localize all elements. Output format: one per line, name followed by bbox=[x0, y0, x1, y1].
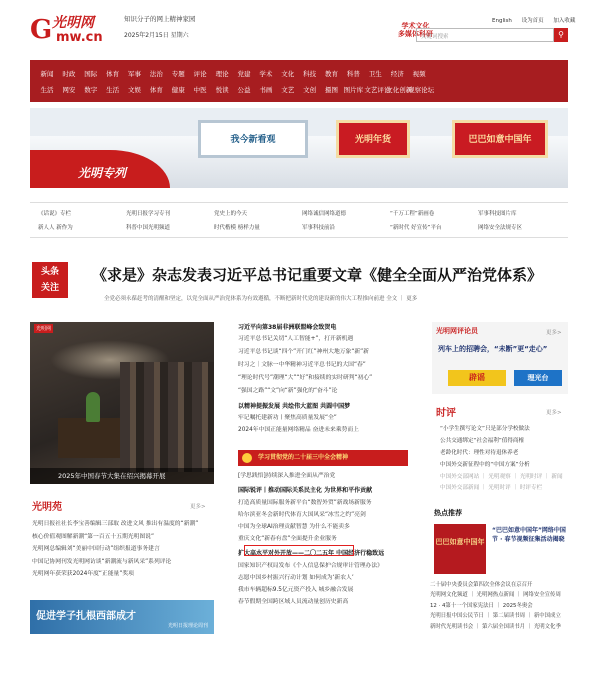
party-emblem-icon bbox=[242, 453, 252, 463]
nav-row-1 bbox=[36, 69, 430, 78]
list-item[interactable]: 新时代光明读书会 ｜ 第六届全国读书月 ｜ 光明文化季 bbox=[430, 623, 561, 630]
nav-item[interactable]: 经济 bbox=[390, 70, 404, 78]
hot-list bbox=[430, 580, 570, 632]
train-label: 光明专列 bbox=[78, 166, 127, 180]
news-block-3-head[interactable]: 国际锐评丨推动国际关系民主化 为世界和平作贡献 bbox=[238, 487, 373, 494]
train-banner[interactable] bbox=[30, 108, 568, 188]
list-item[interactable]: 光明日报中国公民节日 ｜ 第二届读书周 ｜ 新中国成立 bbox=[430, 613, 561, 620]
news-block-2-head[interactable]: 以精神提振发展 共绘伟大蓝图 共圆中国梦 bbox=[238, 403, 351, 410]
current-date: 2025年2月15日 星期六 bbox=[124, 32, 189, 39]
nav-item[interactable]: 理论 bbox=[215, 70, 229, 78]
ad-banner[interactable] bbox=[30, 600, 214, 634]
hot-image[interactable]: 巴巴如意中国年 bbox=[434, 524, 486, 574]
hot-recommend-title: 热点推荐 bbox=[434, 509, 462, 517]
quick-link[interactable]: “新时代 好宣传”平台 bbox=[390, 225, 442, 231]
news-item[interactable]: 中国为全球AI治理贡献智慧 为什么不能卖多 bbox=[238, 524, 350, 530]
banner-panel-2[interactable] bbox=[336, 120, 410, 158]
photo-caption[interactable]: 2025年中国春节大集在绍兴揭幕开展 bbox=[30, 468, 214, 484]
news-item[interactable]: 2024年中国正能量网络精品 奋进未来乘势而上 bbox=[238, 427, 359, 433]
main-navigation bbox=[30, 60, 568, 102]
list-item[interactable]: 光明网文化频道 ｜ 光明网热点新闻 ｜ 网络安全宣传周 bbox=[430, 592, 561, 599]
nav-item[interactable]: 中医 bbox=[193, 86, 207, 94]
nav-item[interactable]: 文化 bbox=[281, 70, 295, 78]
list-item[interactable]: 光明日报社社长李宝善编辑三部取 改进文风 推出有温度的“新潮” bbox=[32, 521, 199, 527]
feature-photo[interactable] bbox=[30, 322, 214, 484]
quick-links bbox=[30, 202, 568, 238]
nav-item[interactable]: 书画 bbox=[259, 86, 273, 94]
panel-2-text: 光明年货 bbox=[354, 135, 391, 145]
logo-domain: mw.cn bbox=[56, 30, 103, 45]
nav-item[interactable]: 时政 bbox=[62, 70, 76, 78]
photo-plant bbox=[86, 392, 100, 422]
culture-line-2: 多媒体科研 bbox=[398, 30, 433, 38]
guangming-platform-button[interactable]: 理光台 bbox=[514, 370, 562, 386]
nav-item[interactable]: 党建 bbox=[237, 70, 251, 78]
list-item[interactable]: 中国记协网刊发光明网访谈“新潮流与新风采”系列评论 bbox=[32, 558, 172, 565]
news-item[interactable]: 志愿中国乡村振兴行动计划 如何成为‘新农人’ bbox=[238, 575, 354, 581]
news-column bbox=[238, 322, 408, 436]
list-item[interactable]: 公共交通绑定“社会福利”值得商榷 bbox=[440, 438, 525, 444]
nav-item[interactable]: 评论 bbox=[193, 70, 207, 78]
site-slogan: 知识分子的网上精神家园 bbox=[124, 15, 196, 23]
quick-link[interactable]: 《话说》专栏 bbox=[38, 211, 72, 217]
hot-headline[interactable]: “巴巴如意中国年”网络中国节 · 春节视频征集活动揭晓 bbox=[492, 527, 566, 543]
party-study-bar[interactable] bbox=[238, 450, 408, 466]
rumor-refute-button[interactable]: 辟谣 bbox=[448, 370, 506, 386]
list-item[interactable]: 光明网年获荣获2024年度“正能量”奖项 bbox=[32, 571, 134, 578]
news-item[interactable]: 打造高质量国际服务新平台“数智外贸”新战场新服务 bbox=[238, 500, 372, 506]
headline-title[interactable]: 《求是》杂志发表习近平总书记重要文章《健全全面从严治党体系》 bbox=[92, 266, 543, 284]
nav-item[interactable]: 新闻 bbox=[40, 70, 54, 78]
list-item[interactable]: 中国外交新征程中的“中国方案”分析 bbox=[440, 462, 530, 468]
nav-item[interactable]: 观察论坛 bbox=[408, 86, 435, 94]
nav-item[interactable]: 科普 bbox=[346, 70, 360, 78]
headline-tag bbox=[32, 262, 68, 298]
nav-item[interactable]: 法治 bbox=[149, 70, 163, 78]
yuan-more-link[interactable]: 更多> bbox=[190, 504, 206, 510]
news-item[interactable]: 春节假期全国跨区域人员流动量创历史新高 bbox=[238, 599, 349, 605]
quick-link[interactable]: 科普中国光明频道 bbox=[126, 225, 171, 231]
quick-link[interactable]: 军事科技前沿 bbox=[302, 225, 336, 231]
panel-3-text: 巴巴如意中国年 bbox=[468, 135, 532, 145]
nav-item[interactable]: 体育 bbox=[149, 86, 163, 94]
quick-links-row-1 bbox=[38, 209, 566, 217]
quick-link[interactable]: 网络安全法规专区 bbox=[478, 225, 523, 231]
news-item[interactable]: 哈尔滨亚冬会新时代体育大国风采“冰雪之约”亮剑 bbox=[238, 512, 366, 518]
nav-item[interactable]: 悦读 bbox=[215, 86, 229, 94]
news-item[interactable]: 习近平总书记谈“四个”开门红”神州大地万象“新”新 bbox=[238, 349, 369, 355]
list-item[interactable]: 核心价值观图解新潮“第一百五十五期光明图说” bbox=[32, 533, 154, 540]
quick-link[interactable]: 时代楷模 榜样力量 bbox=[214, 225, 260, 231]
banner-panel-3[interactable] bbox=[452, 120, 548, 158]
news-item[interactable]: 国家知识产权局发布《个人信息保护合规审计管理办法》 bbox=[238, 563, 383, 569]
nav-item[interactable]: 文艺评论 bbox=[364, 86, 391, 94]
nav-item[interactable]: 健康 bbox=[171, 86, 185, 94]
quick-link[interactable]: 光明日报学习专刊 bbox=[126, 211, 171, 217]
list-item[interactable]: 光明网总编辑刘“美丽中国行动”组织报道事务建言 bbox=[32, 546, 160, 553]
set-homepage-link[interactable]: 设为首页 bbox=[521, 18, 544, 24]
english-link[interactable]: English bbox=[492, 18, 512, 24]
news-column-lower bbox=[238, 470, 408, 608]
search-icon[interactable]: ⚲ bbox=[554, 28, 568, 42]
commentary-title[interactable]: 光明网评论员 bbox=[436, 327, 478, 335]
nav-item[interactable]: 数字 bbox=[84, 86, 98, 94]
photo-table bbox=[58, 418, 128, 458]
nav-item[interactable]: 生活 bbox=[106, 86, 120, 94]
nav-item[interactable]: 国际 bbox=[84, 70, 98, 78]
quick-link[interactable]: 新人人 新作为 bbox=[38, 225, 73, 231]
nav-item[interactable]: 视频 bbox=[412, 70, 426, 78]
panel-1-text: 我今新看观 bbox=[230, 135, 276, 145]
nav-row-2 bbox=[36, 85, 435, 94]
nav-item[interactable]: 卫生 bbox=[368, 70, 382, 78]
nav-item[interactable]: 专题 bbox=[171, 70, 185, 78]
nav-item[interactable]: 图片库 bbox=[343, 86, 364, 94]
shiping-title[interactable]: 时评 bbox=[436, 408, 456, 419]
quick-link[interactable]: 网络诚信网络道德 bbox=[302, 211, 347, 217]
ad-text: 促进学子扎根西部成才 bbox=[36, 611, 136, 622]
news-item[interactable]: 习近平总书记关切“人工智能+”，打开新机遇 bbox=[238, 336, 354, 342]
nav-item[interactable]: 学术 bbox=[259, 70, 273, 78]
commentary-more-link[interactable]: 更多> bbox=[546, 330, 562, 336]
nav-item[interactable]: 教育 bbox=[325, 70, 339, 78]
tag-line-1: 头条 bbox=[40, 267, 59, 277]
quick-link[interactable]: “千万工程”新画卷 bbox=[390, 211, 435, 217]
nav-item[interactable]: 生活 bbox=[40, 86, 54, 94]
news-item-highlighted[interactable]: 重庆文化“新春有盘”全面提升企业服务 bbox=[238, 536, 337, 542]
nav-item[interactable]: 网安 bbox=[62, 86, 76, 94]
quick-link[interactable]: 党史上的今天 bbox=[214, 211, 248, 217]
yuan-list bbox=[32, 518, 214, 581]
news-item[interactable]: 牢记嘱托建新功丨聚焦高质量发展“全” bbox=[238, 415, 337, 421]
nav-item[interactable]: 文创 bbox=[303, 86, 317, 94]
news-item[interactable]: 时习之｜文脉一中华精神习近平总书记的大国“春” bbox=[238, 362, 366, 368]
photo-crowd bbox=[120, 362, 214, 472]
banner-panel-1[interactable] bbox=[198, 120, 308, 158]
list-item[interactable]: “小学生撰写论文”只是部分学校做法 bbox=[440, 426, 530, 432]
nav-item[interactable]: 科技 bbox=[303, 70, 317, 78]
shiping-list bbox=[440, 424, 568, 494]
news-block-1-head[interactable]: 习近平向第38届非洲联盟峰会致贺电 bbox=[238, 324, 337, 331]
news-item[interactable]: 我市车辆超标9.5亿元资产投入 城乡融合发展 bbox=[238, 587, 354, 593]
nav-item[interactable]: 体育 bbox=[106, 70, 120, 78]
culture-line-1: 学术文化 bbox=[401, 22, 430, 30]
logo-chinese: 光明网 bbox=[52, 15, 94, 31]
highlight-box bbox=[244, 545, 354, 556]
nav-item[interactable]: 文化创新 bbox=[386, 86, 413, 94]
commentary-headline[interactable]: 列车上的招聘会，“未断”更“走心” bbox=[438, 345, 548, 353]
news-item[interactable]: [学思践悟]持续深入推进全面从严治党 bbox=[238, 473, 336, 479]
quick-links-row-2 bbox=[38, 223, 566, 231]
logo-letter: G bbox=[30, 15, 53, 45]
shiping-more-link[interactable]: 更多> bbox=[546, 410, 562, 416]
list-item[interactable]: 老龄化时代：理性对待退休养老 bbox=[440, 450, 519, 456]
quick-link[interactable]: 军事科技图片库 bbox=[478, 211, 517, 217]
nav-item[interactable]: 公益 bbox=[237, 86, 251, 94]
news-item[interactable]: “强国之路”“文”向“新”强化的“奋斗”论 bbox=[238, 388, 338, 394]
headline-summary[interactable]: 全党必须永葆赶考的清醒和坚定，以党全面从严治党体系为有效遵循，不断把新时代党的建设新的伟大工程推向前进 全文 ｜ 更多 bbox=[104, 296, 418, 302]
news-item[interactable]: 扩大高水平对外开放——二〇二五年 中国经济行稳致远 bbox=[238, 550, 385, 557]
ad-sub: 光明日报理论周刊 bbox=[167, 623, 208, 629]
news-item[interactable]: “理论时代号”潮理“大”“好”和接续的实时研判“初心” bbox=[238, 375, 373, 381]
top-links bbox=[484, 16, 575, 24]
site-logo[interactable] bbox=[30, 12, 122, 46]
list-item[interactable]: 二十届中央委员会第四次全体会议在京召开 bbox=[430, 582, 533, 588]
guangming-yuan-title[interactable]: 光明苑 bbox=[32, 502, 62, 513]
party-bar-text: 学习贯彻党的二十届三中全会精神 bbox=[258, 454, 349, 461]
nav-item[interactable]: 文艺 bbox=[281, 86, 295, 94]
search-input[interactable]: 关键词搜索 bbox=[416, 28, 554, 42]
add-favorite-link[interactable]: 加入收藏 bbox=[553, 18, 576, 24]
nav-item[interactable]: 摄图 bbox=[325, 86, 339, 94]
list-item[interactable]: 12 · 4第十一个国家宪法日 ｜ 2025冬奥会 bbox=[430, 602, 533, 609]
photo-mini-logo: 光明网 bbox=[36, 326, 52, 332]
nav-item[interactable]: 文娱 bbox=[128, 86, 141, 94]
nav-item[interactable]: 军事 bbox=[128, 70, 141, 78]
list-item[interactable]: 中国外交部新闻 ｜ 光明时评 ｜ 时评专栏 bbox=[440, 485, 543, 491]
list-item[interactable]: 中国外交部网站 ｜ 光明观察 ｜ 光明时评 ｜ 新闻 bbox=[440, 474, 563, 480]
tag-line-2: 关注 bbox=[40, 283, 59, 293]
